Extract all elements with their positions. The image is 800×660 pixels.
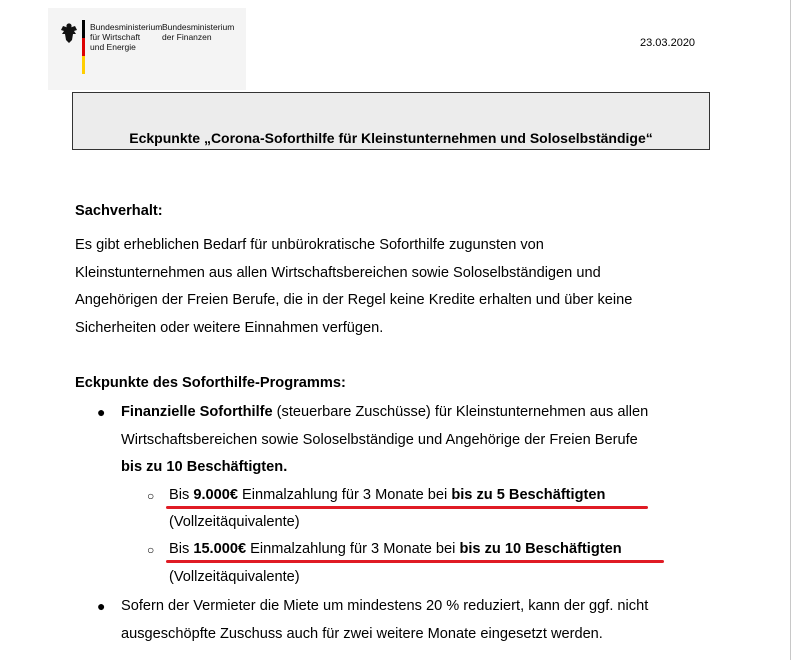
flag-stripe	[82, 20, 85, 74]
paragraph-line: Es gibt erheblichen Bedarf für unbürokratische Soforthilfe zugunsten von	[75, 237, 544, 253]
amount: 15.000€	[193, 541, 247, 557]
bullet-line: Wirtschaftsbereichen sowie Soloselbständige und Angehörige der Freien Berufe	[121, 432, 638, 448]
red-underline-annotation	[166, 560, 664, 563]
bullet-line-bold: bis zu 10 Beschäftigten.	[121, 459, 288, 475]
bullet-line: ausgeschöpfte Zuschuss auch für zwei weitere Monate eingesetzt werden.	[121, 626, 603, 642]
bullet-line	[121, 404, 648, 420]
red-underline-annotation	[166, 506, 648, 509]
title-box	[72, 92, 710, 150]
ministry-line: für Wirtschaft	[90, 32, 141, 42]
ministry-finance	[162, 22, 234, 42]
circle-bullet-icon: ○	[147, 543, 155, 557]
amount: 9.000€	[193, 487, 238, 503]
text: Bis	[169, 487, 194, 503]
federal-eagle-icon	[60, 22, 78, 44]
bullet-icon: ●	[97, 404, 106, 420]
ministry-economy	[90, 22, 162, 52]
text: Einmalzahlung für 3 Monate bei	[246, 541, 460, 557]
sub-bullet-note: (Vollzeitäquivalente)	[169, 514, 300, 530]
ministry-line: Bundesministerium	[162, 22, 235, 32]
section-heading-sachverhalt: Sachverhalt:	[75, 203, 163, 219]
text: Einmalzahlung für 3 Monate bei	[237, 487, 452, 503]
ministry-line: Bundesministerium	[90, 22, 163, 32]
circle-bullet-icon: ○	[147, 489, 155, 503]
limit: bis zu 10 Beschäftigten	[459, 541, 622, 557]
paragraph-line: Sicherheiten oder weitere Einnahmen verfügen.	[75, 320, 384, 336]
document-date: 23.03.2020	[640, 37, 696, 49]
paragraph-line: Kleinstunternehmen aus allen Wirtschaftsbereichen sowie Soloselbständigen und	[75, 265, 601, 281]
bullet-icon: ●	[97, 598, 106, 614]
bullet-text: (steuerbare Zuschüsse) für Kleinstunternehmen aus allen	[272, 404, 649, 420]
text: Bis	[169, 541, 194, 557]
document-title: Eckpunkte „Corona-Soforthilfe für Kleinstunternehmen und Soloselbständige“	[129, 130, 653, 146]
bold-lead: Finanzielle Soforthilfe	[121, 404, 273, 420]
ministry-line: und Energie	[90, 42, 136, 52]
sub-bullet-note: (Vollzeitäquivalente)	[169, 569, 300, 585]
bullet-line: Sofern der Vermieter die Miete um mindestens 20 % reduziert, kann der ggf. nicht	[121, 598, 649, 614]
limit: bis zu 5 Beschäftigten	[451, 487, 606, 503]
paragraph-line: Angehörigen der Freien Berufe, die in der Regel keine Kredite erhalten und über keine	[75, 292, 633, 308]
sub-bullet-line	[169, 487, 605, 503]
ministry-line: der Finanzen	[162, 32, 212, 42]
section-heading-programm: Eckpunkte des Soforthilfe-Programms:	[75, 375, 346, 391]
sub-bullet-line	[169, 541, 622, 557]
